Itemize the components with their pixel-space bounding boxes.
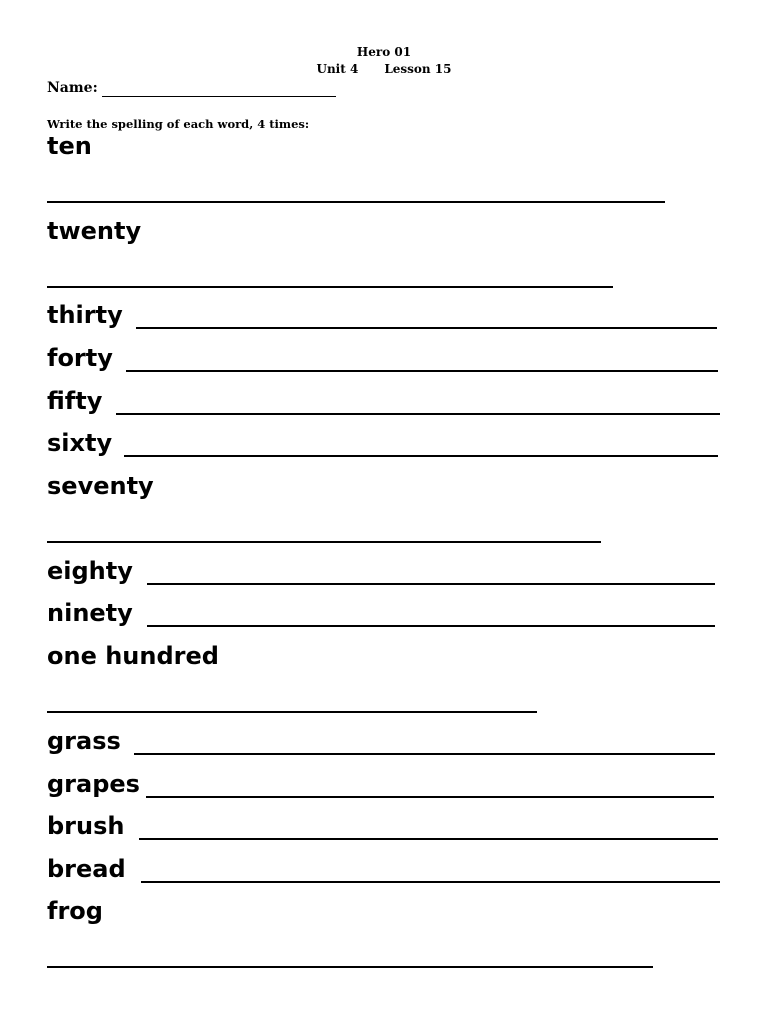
word-thirty: thirty xyxy=(47,301,123,329)
word-grapes: grapes xyxy=(47,770,140,798)
word-fifty: fifty xyxy=(47,387,103,415)
writing-line-grapes[interactable] xyxy=(146,796,714,798)
word-seventy: seventy xyxy=(47,472,154,500)
writing-line-one-hundred[interactable] xyxy=(47,711,537,713)
instructions: Write the spelling of each word, 4 times: xyxy=(47,117,310,131)
word-sixty: sixty xyxy=(47,429,113,457)
name-row xyxy=(47,79,336,97)
writing-line-seventy[interactable] xyxy=(47,541,601,543)
word-twenty: twenty xyxy=(47,217,142,245)
word-bread: bread xyxy=(47,855,126,883)
writing-line-sixty[interactable] xyxy=(124,455,718,457)
writing-line-thirty[interactable] xyxy=(136,327,717,329)
word-one-hundred: one hundred xyxy=(47,642,219,670)
word-ten: ten xyxy=(47,132,92,160)
writing-line-bread[interactable] xyxy=(141,881,720,883)
word-frog: frog xyxy=(47,897,103,925)
name-label: Name: xyxy=(47,80,98,96)
unit-label: Unit 4 xyxy=(316,62,359,76)
worksheet-title: Hero 01 xyxy=(356,45,412,59)
writing-line-fifty[interactable] xyxy=(116,413,720,415)
writing-line-twenty[interactable] xyxy=(47,286,613,288)
unit-lesson-line xyxy=(0,61,768,77)
name-blank-line[interactable] xyxy=(102,82,336,97)
writing-line-frog[interactable] xyxy=(47,966,653,968)
writing-line-eighty[interactable] xyxy=(147,583,715,585)
lesson-label: Lesson 15 xyxy=(384,62,452,76)
word-eighty: eighty xyxy=(47,557,133,585)
word-grass: grass xyxy=(47,727,121,755)
writing-line-brush[interactable] xyxy=(139,838,718,840)
word-ninety: ninety xyxy=(47,599,133,627)
writing-line-grass[interactable] xyxy=(134,753,715,755)
writing-line-ninety[interactable] xyxy=(147,625,715,627)
writing-line-ten[interactable] xyxy=(47,201,665,203)
word-forty: forty xyxy=(47,344,113,372)
word-brush: brush xyxy=(47,812,125,840)
writing-line-forty[interactable] xyxy=(126,370,718,372)
